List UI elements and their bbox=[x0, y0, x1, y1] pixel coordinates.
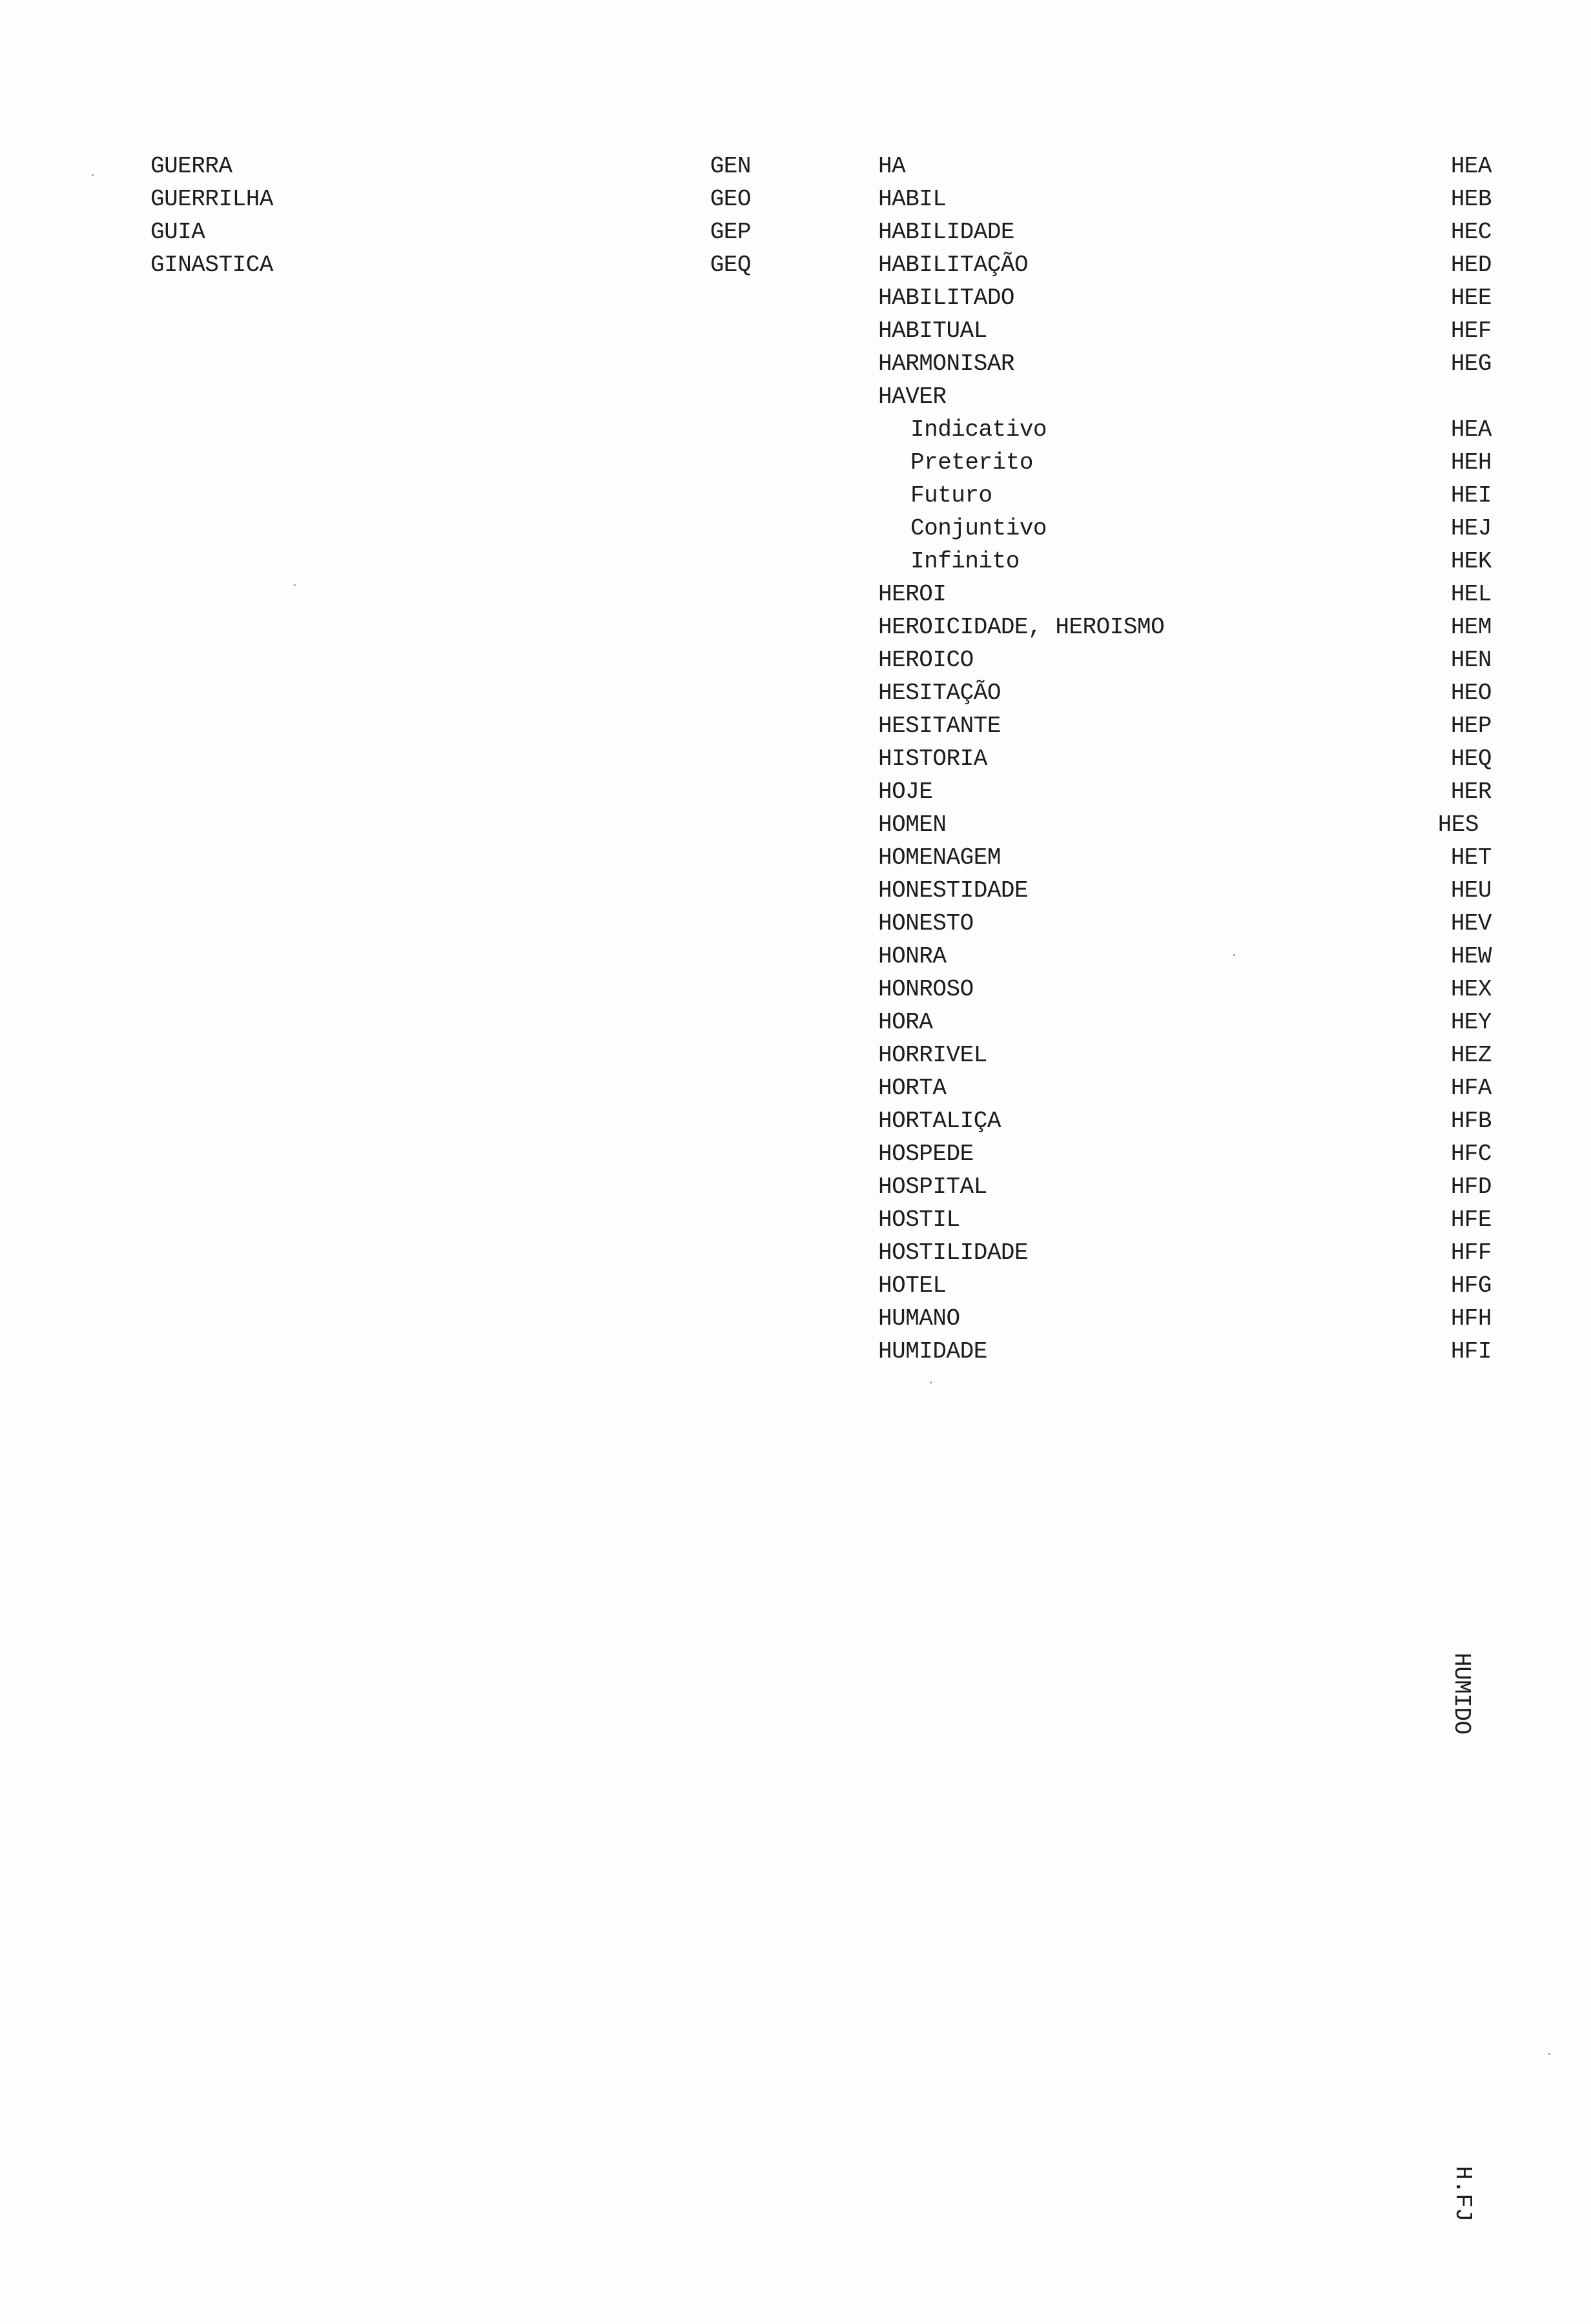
list-item bbox=[878, 940, 1492, 973]
list-item bbox=[878, 183, 1492, 216]
list-item bbox=[150, 183, 751, 216]
entry-code: HEF bbox=[1450, 318, 1492, 344]
entry-word: GUERRILHA bbox=[150, 186, 273, 212]
entry-code: HEC bbox=[1450, 219, 1492, 245]
entry-word: HOMENAGEM bbox=[878, 844, 1001, 871]
entry-word: HABILIDADE bbox=[878, 219, 1015, 245]
paper-speck bbox=[1233, 954, 1235, 956]
entry-code: HEO bbox=[1450, 680, 1492, 706]
entry-word: HOSTILIDADE bbox=[878, 1239, 1029, 1266]
entry-word: Futuro bbox=[910, 482, 992, 509]
list-item bbox=[878, 512, 1492, 545]
entry-code: HEJ bbox=[1450, 515, 1492, 542]
entry-word: HEROI bbox=[878, 581, 947, 607]
entry-word: HOSTIL bbox=[878, 1207, 960, 1233]
entry-code: HER bbox=[1450, 779, 1492, 805]
paper-speck bbox=[930, 1381, 932, 1383]
entry-code: HFB bbox=[1450, 1108, 1492, 1134]
paper-speck bbox=[1548, 2053, 1550, 2055]
list-item bbox=[878, 479, 1492, 512]
entry-code: GEN bbox=[710, 153, 751, 179]
list-item bbox=[878, 1269, 1492, 1302]
list-item bbox=[878, 1335, 1492, 1368]
entry-word: HABILITADO bbox=[878, 285, 1015, 311]
list-item bbox=[150, 249, 751, 281]
entry-word: HONESTO bbox=[878, 910, 974, 937]
entry-code: HEM bbox=[1450, 614, 1492, 640]
right-code-column bbox=[878, 150, 1492, 1368]
entry-word: HOTEL bbox=[878, 1272, 947, 1299]
list-item bbox=[878, 677, 1492, 709]
entry-word: HEROICO bbox=[878, 647, 974, 673]
entry-code: HFI bbox=[1450, 1338, 1492, 1365]
list-item bbox=[878, 1302, 1492, 1335]
entry-word: GUIA bbox=[150, 219, 205, 245]
entry-code: HFG bbox=[1450, 1272, 1492, 1299]
entry-code: GEQ bbox=[710, 252, 751, 278]
list-item bbox=[878, 347, 1492, 380]
entry-code: HEW bbox=[1450, 943, 1492, 970]
entry-word: HORRIVEL bbox=[878, 1042, 987, 1068]
entry-code: HEY bbox=[1450, 1009, 1492, 1035]
list-item bbox=[878, 841, 1492, 874]
entry-word: HISTORIA bbox=[878, 746, 987, 772]
list-item bbox=[878, 742, 1492, 775]
entry-code: HFA bbox=[1450, 1075, 1492, 1101]
entry-code: HEI bbox=[1450, 482, 1492, 509]
entry-code: HEG bbox=[1450, 351, 1492, 377]
entry-code: HEK bbox=[1450, 548, 1492, 575]
entry-code: HFC bbox=[1450, 1141, 1492, 1167]
list-item bbox=[878, 1170, 1492, 1203]
list-item bbox=[878, 973, 1492, 1006]
entry-code: HEB bbox=[1450, 186, 1492, 212]
entry-word: HOSPEDE bbox=[878, 1141, 974, 1167]
list-item bbox=[878, 1137, 1492, 1170]
entry-word: Indicativo bbox=[910, 416, 1047, 443]
entry-word: HORTALIÇA bbox=[878, 1108, 1001, 1134]
entry-code: HEZ bbox=[1450, 1042, 1492, 1068]
list-item bbox=[878, 775, 1492, 808]
list-item bbox=[878, 1039, 1492, 1072]
list-item bbox=[878, 1105, 1492, 1137]
entry-word: HA bbox=[878, 153, 906, 179]
list-item bbox=[878, 216, 1492, 249]
entry-word: HESITAÇÃO bbox=[878, 680, 1001, 706]
entry-code: HEA bbox=[1450, 416, 1492, 443]
entry-word: HEROICIDADE, HEROISMO bbox=[878, 614, 1165, 640]
entry-word: HOJE bbox=[878, 779, 933, 805]
entry-word: HORTA bbox=[878, 1075, 947, 1101]
entry-code: HED bbox=[1450, 252, 1492, 278]
entry-code: HEA bbox=[1450, 153, 1492, 179]
entry-code: HFE bbox=[1450, 1207, 1492, 1233]
list-item bbox=[878, 644, 1492, 677]
entry-word: HOMEN bbox=[878, 811, 947, 838]
list-item bbox=[878, 446, 1492, 479]
entry-code: HEV bbox=[1450, 910, 1492, 937]
entry-code: GEP bbox=[710, 219, 751, 245]
entry-code: HFF bbox=[1450, 1239, 1492, 1266]
list-item bbox=[878, 1006, 1492, 1039]
entry-word: Infinito bbox=[910, 548, 1020, 575]
list-item bbox=[878, 380, 1492, 413]
entry-code: HEX bbox=[1450, 976, 1492, 1003]
list-item bbox=[878, 1236, 1492, 1269]
list-item bbox=[878, 249, 1492, 281]
list-item bbox=[150, 150, 751, 183]
entry-code: GEO bbox=[710, 186, 751, 212]
entry-word: HONRA bbox=[878, 943, 947, 970]
entry-code: HFD bbox=[1450, 1174, 1492, 1200]
list-item bbox=[878, 150, 1492, 183]
entry-code: HFH bbox=[1450, 1305, 1492, 1332]
list-item bbox=[150, 216, 751, 249]
page-code-label: H.FJ bbox=[1450, 2166, 1476, 2222]
entry-word: HABITUAL bbox=[878, 318, 987, 344]
list-item bbox=[878, 611, 1492, 644]
left-code-column bbox=[150, 150, 751, 281]
entry-word: HUMIDADE bbox=[878, 1338, 987, 1365]
entry-word: Preterito bbox=[910, 449, 1033, 476]
list-item bbox=[878, 1203, 1492, 1236]
entry-code: HEP bbox=[1450, 713, 1492, 739]
paper-speck bbox=[92, 174, 94, 176]
entry-word: HOSPITAL bbox=[878, 1174, 987, 1200]
entry-code: HEL bbox=[1450, 581, 1492, 607]
entry-code: HEH bbox=[1450, 449, 1492, 476]
paper-speck bbox=[294, 584, 296, 586]
list-item bbox=[878, 907, 1492, 940]
entry-code: HES bbox=[1437, 811, 1479, 838]
list-item bbox=[878, 1072, 1492, 1105]
entry-word: HARMONISAR bbox=[878, 351, 1015, 377]
entry-word: HONROSO bbox=[878, 976, 974, 1003]
entry-word: HONESTIDADE bbox=[878, 877, 1029, 904]
entry-word: Conjuntivo bbox=[910, 515, 1047, 542]
list-item bbox=[878, 281, 1492, 314]
entry-word: GUERRA bbox=[150, 153, 232, 179]
entry-word: HAVER bbox=[878, 383, 947, 410]
list-item bbox=[878, 578, 1492, 611]
list-item bbox=[878, 413, 1492, 446]
entry-code: HEE bbox=[1450, 285, 1492, 311]
list-item bbox=[878, 314, 1492, 347]
list-item bbox=[878, 545, 1492, 578]
entry-code: HEN bbox=[1450, 647, 1492, 673]
entry-word: HUMANO bbox=[878, 1305, 960, 1332]
side-index-label: HUMIDO bbox=[1448, 1653, 1475, 1735]
list-item bbox=[878, 709, 1492, 742]
entry-word: GINASTICA bbox=[150, 252, 273, 278]
entry-code: HEQ bbox=[1450, 746, 1492, 772]
entry-word: HESITANTE bbox=[878, 713, 1001, 739]
entry-word: HORA bbox=[878, 1009, 933, 1035]
entry-code: HET bbox=[1450, 844, 1492, 871]
list-item bbox=[878, 808, 1492, 841]
entry-word: HABIL bbox=[878, 186, 947, 212]
list-item bbox=[878, 874, 1492, 907]
entry-word: HABILITAÇÃO bbox=[878, 252, 1029, 278]
entry-code: HEU bbox=[1450, 877, 1492, 904]
